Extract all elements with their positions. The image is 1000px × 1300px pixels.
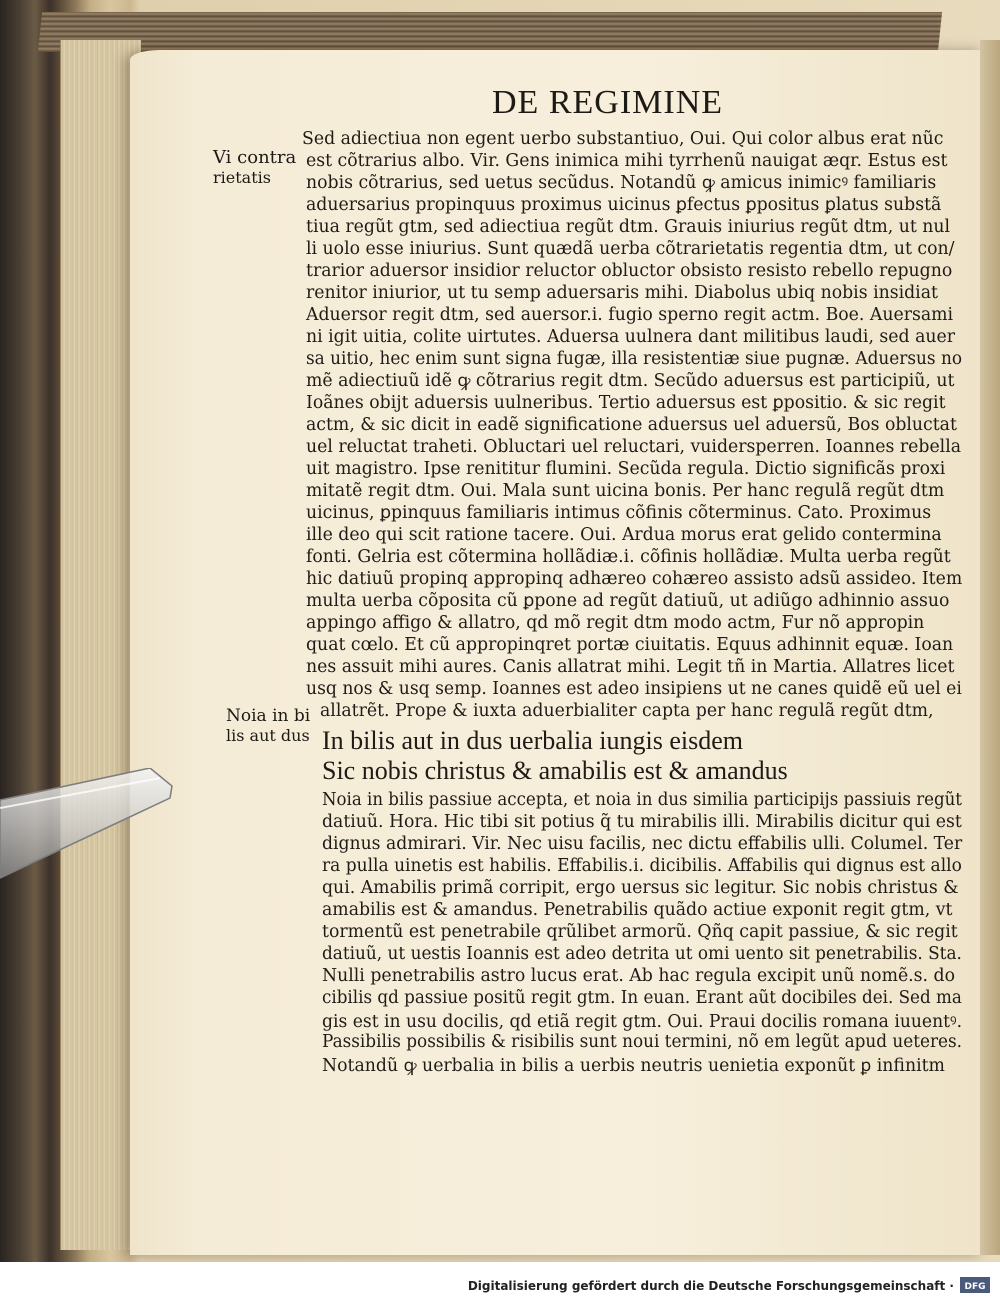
- side-note-nomina-in-bilis: [226, 706, 310, 746]
- footer-bar: [0, 1262, 1000, 1300]
- text-line: usq nos & usq semp. Ioannes est adeo insipiens ut ne canes quidẽ eũ uel ei: [306, 679, 962, 699]
- text-line: dignus admirari. Vir. Nec uisu facilis, nec dictu effabilis ulli. Columel. Ter: [322, 834, 963, 854]
- dfg-logo-icon: [960, 1277, 990, 1293]
- text-line: actm, & sic dicit in eadẽ significatione aduersus uel aduersũ, Bos obluctat: [306, 415, 957, 435]
- side-note-contrarietatis: [213, 148, 296, 188]
- text-line: Sed adiectiua non egent uerbo substantiuo, Oui. Qui color albus erat nũc: [302, 129, 944, 149]
- verse-line: In bilis aut in dus uerbalia iungis eisdem: [322, 726, 743, 755]
- text-line: Nulli penetrabilis astro lucus erat. Ab hac regula excipit unũ nomẽ.s. do: [322, 966, 956, 986]
- text-line: qui. Amabilis primã corripit, ergo uersus sic legitur. Sic nobis christus &: [322, 878, 959, 898]
- text-line: Passibilis possibilis & risibilis sunt noui termini, nõ em legũt apud ueteres.: [322, 1032, 963, 1052]
- text-line: Ioãnes obijt aduersis uulneribus. Tertio aduersus est ꝑpositio. & sic regit: [306, 393, 946, 413]
- text-line: Aduersor regit dtm, sed auersor.i. fugio sperno regit actm. Boe. Auersami: [306, 305, 954, 325]
- text-line: uit magistro. Ipse renititur flumini. Secũda regula. Dictio significãs proxi: [306, 459, 946, 479]
- text-line: hic datiuũ propinq appropinq adhæreo cohæreo assisto adsũ assideo. Item: [306, 569, 963, 589]
- text-line: multa uerba cõposita cũ ꝑpone ad regũt datiuũ, ut adiũgo adhinnio assuo: [306, 591, 950, 611]
- text-line: mẽ adiectiuũ idẽ ꝙ cõtrarius regit dtm. Secũdo aduersus est participiũ, ut: [306, 371, 955, 391]
- text-line: nobis cõtrarius, sed uetus secũdus. Notandũ ꝙ amicus inimicꝰ familiaris: [306, 173, 937, 193]
- text-line: amabilis est & amandus. Penetrabilis quãdo actiue exponit regit gtm, vt: [322, 900, 953, 920]
- text-line: uel reluctat traheti. Obluctari uel reluctari, vuidersperren. Ioannes rebella: [306, 437, 962, 457]
- dfg-logo-text: DFG: [964, 1282, 986, 1292]
- side-note-line: lis aut dus: [226, 726, 310, 745]
- text-line: ille deo qui scit ratione tacere. Oui. Ardua morus erat gelido contermina: [306, 525, 942, 545]
- text-line: renitor iniurior, ut tu semp aduersaris mihi. Diabolus ubiq nobis insidiat: [306, 283, 938, 303]
- text-line: appingo affigo & allatro, qd mõ regit dtm modo actm, Fur nõ appropin: [306, 613, 925, 633]
- running-title: DE REGIMINE: [492, 84, 724, 121]
- text-line: ra pulla uinetis est habilis. Effabilis.i. dicibilis. Affabilis qui dignus est allo: [322, 856, 962, 876]
- text-line: aduersarius propinquus proximus uicinus ꝑfectus ꝑpositus ꝑlatus substã: [306, 195, 942, 215]
- text-line: mitatẽ regit dtm. Oui. Mala sunt uicina bonis. Per hanc regulã regũt dtm: [306, 481, 945, 501]
- text-line: tiua regũt gtm, sed adiectiua regũt dtm. Grauis iniurius regũt dtm, ut nul: [306, 217, 951, 237]
- text-line: fonti. Gelria est cõtermina hollãdiæ.i. cõfinis hollãdiæ. Multa uerba regũt: [306, 547, 951, 567]
- page-right-edge: [980, 40, 1000, 1255]
- side-note-line: rietatis: [213, 168, 271, 187]
- text-line: allatrẽt. Prope & iuxta aduerbialiter capta per hanc regulã regũt dtm,: [320, 701, 934, 721]
- page-top-edges: [38, 12, 942, 52]
- text-line: ni igit uitia, colite uirtutes. Aduersa uulnera dant militibus laudi, sed auer: [306, 327, 956, 347]
- text-line: uicinus, ꝑpinquus familiaris intimus cõfinis cõterminus. Cato. Proximus: [306, 503, 932, 523]
- text-line: trarior aduersor insidior reluctor obluctor obsisto resisto rebello repugno: [306, 261, 953, 281]
- text-line: nes assuit mihi aures. Canis allatrat mihi. Legit tñ in Martia. Allatres licet: [306, 657, 955, 677]
- text-line: Noia in bilis passiue accepta, et noia in dus similia participijs passiuis regũt: [322, 790, 962, 810]
- page-side-edges: [60, 40, 141, 1250]
- text-line: sa uitio, hec enim sunt signa fugæ, illa resistentiæ siue pugnæ. Aduersus no: [306, 349, 963, 369]
- verse-line: Sic nobis christus & amabilis est & amandus: [322, 756, 788, 785]
- text-line: tormentũ est penetrabile qrũlibet armorũ. Qñq capit passiue, & sic regit: [322, 922, 958, 942]
- text-line: est cõtrarius albo. Vir. Gens inimica mihi tyrrhenũ nauigat æqr. Estus est: [306, 151, 948, 171]
- text-line: gis est in usu docilis, qd etiã regit gtm. Oui. Praui docilis romana iuuentꝰ.: [322, 1012, 963, 1032]
- text-line: quat cœlo. Et cũ appropinqret portæ ciuitatis. Equus adhinnit equæ. Ioan: [306, 635, 954, 655]
- side-note-line: Noia in bi: [226, 706, 311, 726]
- text-line: datiuũ, ut uestis Ioannis est adeo detrita ut omi uento sit penetrabilis. Sta.: [322, 944, 962, 964]
- text-line: datiuũ. Hora. Hic tibi sit potius q̃ tu mirabilis illi. Mirabilis dicitur qui est: [322, 812, 962, 832]
- text-line: Notandũ ꝙ uerbalia in bilis a uerbis neutris uenietia exponũt ꝑ infinitm: [322, 1056, 945, 1076]
- text-line: cibilis qd passiue positũ regit gtm. In euan. Erant aũt docibiles dei. Sed ma: [322, 988, 962, 1008]
- text-line: li uolo esse iniurius. Sunt quædã uerba cõtrarietatis regentia dtm, ut con/: [306, 239, 955, 259]
- footer-credit: Digitalisierung gefördert durch die Deutsche Forschungsgemeinschaft ·: [467, 1279, 954, 1293]
- side-note-line: Vi contra: [213, 147, 297, 168]
